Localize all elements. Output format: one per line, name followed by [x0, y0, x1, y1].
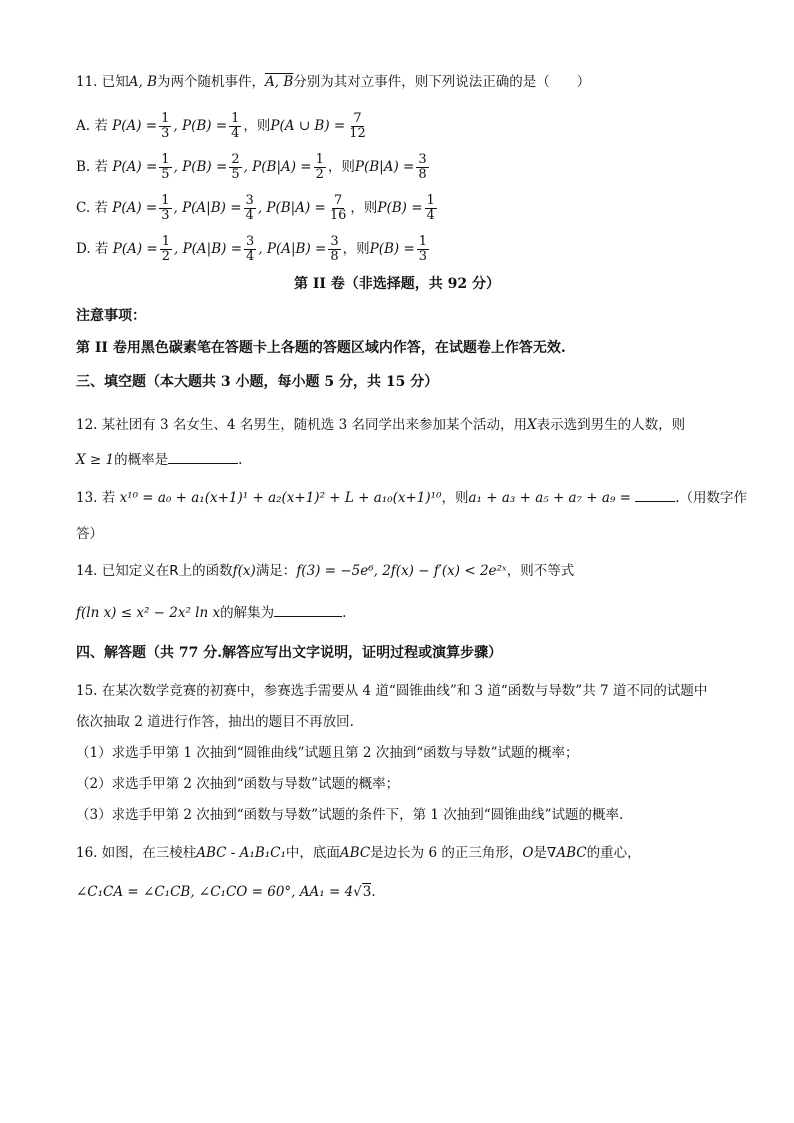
q11-text: 11. 已知 — [76, 74, 129, 90]
fraction: $\frac{1}{2}$ — [315, 152, 324, 182]
answer-blank[interactable] — [168, 451, 238, 464]
q11-option-a: A. 若 P(A) = $\frac{1}{3}$ , P(B) = $\frac{1}{4}$ ，则P(A ∪ B) = $\frac{7}{12}$ — [76, 111, 366, 141]
fraction: $\frac{1}{3}$ — [418, 234, 428, 264]
q14-line-1: 14. 已知定义在R上的函数f(x)满足：f(3) = −5e⁶, 2f(x) − f′(x) < 2e²ˣ，则不等式 — [76, 563, 575, 579]
q11-events: A, B — [128, 74, 158, 90]
answer-blank[interactable] — [274, 604, 342, 617]
q15-part-3: （3）求选手甲第 2 次抽到“函数与导数”试题的条件下，第 1 次抽到“圆锥曲线”试题的概率. — [76, 807, 624, 823]
fraction: $\frac{7}{16}$ — [329, 193, 347, 223]
q16-line-2: ∠C₁CA = ∠C₁CB, ∠C₁CO = 60°, AA₁ = 4√3. — [76, 884, 376, 900]
q11-option-b: B. 若 P(A) = $\frac{1}{5}$ , P(B) = $\frac{2}{5}$ , P(B|A) = $\frac{1}{2}$ ，则P(B|A) = $\frac{3}{8}$ — [76, 152, 427, 182]
fraction: $\frac{3}{4}$ — [246, 234, 255, 264]
fraction: $\frac{3}{8}$ — [330, 234, 339, 264]
answer-blank[interactable] — [635, 489, 675, 502]
q11-option-d: D. 若 P(A) = $\frac{1}{2}$ , P(A|B) = $\frac{3}{4}$ , P(A|B) = $\frac{3}{8}$ ，则P(B) = $\frac{1}{3}$ — [76, 234, 428, 264]
q11-complements: A, B — [265, 74, 294, 90]
fraction: $\frac{1}{3}$ — [161, 193, 170, 223]
q13-line-1: 13. 若 x¹⁰ = a₀ + a₁(x+1)¹ + a₂(x+1)² + L + a₁₀(x+1)¹⁰，则a₁ + a₃ + a₅ + a₇ + a₉ = .（用数字作 — [76, 490, 748, 506]
q15-part-1: （1）求选手甲第 1 次抽到“圆锥曲线”试题且第 2 次抽到“函数与导数”试题的概率； — [76, 745, 579, 761]
fraction: $\frac{1}{5}$ — [161, 152, 170, 182]
fraction: $\frac{3}{8}$ — [418, 152, 427, 182]
q11-stem — [76, 72, 590, 92]
q15-line-2: 依次抽取 2 道进行作答，抽出的题目不再放回. — [76, 714, 354, 730]
part-2-title: 第 II 卷（非选择题，共 92 分） — [293, 276, 501, 292]
q13-line-2: 答） — [76, 526, 103, 542]
fraction: $\frac{1}{3}$ — [161, 111, 170, 141]
notice-text: 第 II 卷用黑色碳素笔在答题卡上各题的答题区域内作答，在试题卷上作答无效. — [76, 340, 566, 356]
section-4-title: 四、解答题（共 77 分.解答应写出文字说明，证明过程或演算步骤） — [76, 645, 503, 661]
fraction: $\frac{1}{4}$ — [231, 111, 240, 141]
q12-line-1: 12. 某社团有 3 名女生、4 名男生，随机选 3 名同学出来参加某个活动，用X表示选到男生的人数，则 — [76, 417, 686, 433]
q15-line-1: 15. 在某次数学竞赛的初赛中，参赛选手需要从 4 道“圆锥曲线”和 3 道“函数与导数”共 7 道不同的试题中 — [76, 683, 708, 699]
fraction: $\frac{7}{12}$ — [349, 111, 366, 141]
notice-title: 注意事项： — [76, 308, 146, 324]
q16-line-1: 16. 如图，在三棱柱ABC - A₁B₁C₁中，底面ABC是边长为 6 的正三角形，O是∇ABC的重心， — [76, 845, 641, 861]
q15-part-2: （2）求选手甲第 2 次抽到“函数与导数”试题的概率； — [76, 776, 400, 792]
q12-line-2: X ≥ 1的概率是 . — [76, 452, 243, 468]
q11-option-c: C. 若 P(A) = $\frac{1}{3}$ , P(A|B) = $\frac{3}{4}$ , P(B|A) = $\frac{7}{16}$ ，则P(B) = $\frac{1}{4}$ — [76, 193, 435, 223]
fraction: $\frac{2}{5}$ — [231, 152, 240, 182]
section-3-title: 三、填空题（本大题共 3 小题，每小题 5 分，共 15 分） — [76, 374, 439, 390]
fraction: $\frac{1}{2}$ — [161, 234, 170, 264]
q11-text: 为两个随机事件， — [157, 74, 266, 90]
q14-line-2: f(ln x) ≤ x² − 2x² ln x的解集为 . — [76, 605, 347, 621]
sqrt-symbol: √ — [353, 884, 362, 900]
fraction: $\frac{1}{4}$ — [426, 193, 435, 223]
q11-text: 分别为其对立事件，则下列说法正确的是（ ） — [293, 74, 591, 90]
fraction: $\frac{3}{4}$ — [245, 193, 254, 223]
